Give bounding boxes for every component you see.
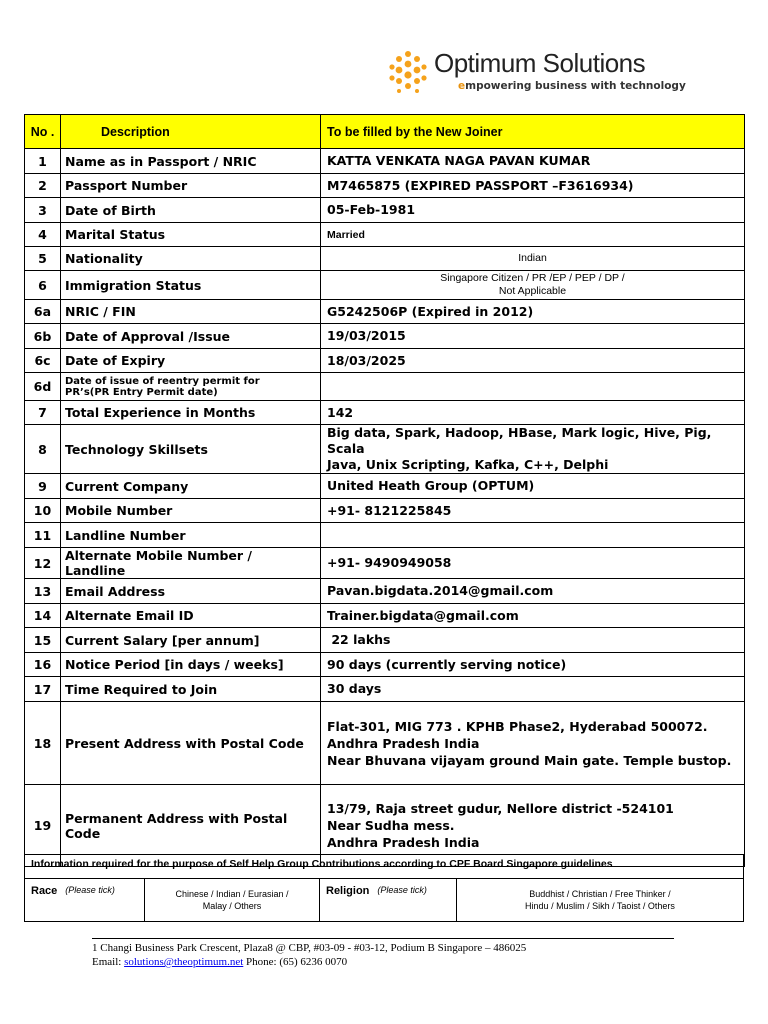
cpf-section [24, 854, 744, 922]
skillsets-value: Big data, Spark, Hadoop, HBase, Mark logic, Hive, Pig, Scala Java, Unix Scripting, Kafka, C++, Delphi [321, 425, 745, 474]
name-value: KATTA VENKATA NAGA PAVAN KUMAR [321, 149, 745, 174]
alt-email-value: Trainer.bigdata@gmail.com [321, 604, 745, 628]
religion-options[interactable]: Buddhist / Christian / Free Thinker / Hindu / Muslim / Sikh / Taoist / Others [525, 889, 675, 911]
header-no: No . [25, 115, 61, 149]
footer-divider [92, 938, 674, 939]
email-value: Pavan.bigdata.2014@gmail.com [321, 579, 745, 604]
approval-date-value: 19/03/2015 [321, 324, 745, 349]
footer [92, 941, 526, 969]
table-row: 6d Date of issue of reentry permit for PR’s(PR Entry Permit date) [25, 373, 745, 401]
cpf-title: Information required for the purpose of Self Help Group Contributions according to CPF Board Singapore guidelines [25, 855, 743, 879]
cpf-row [25, 879, 743, 921]
table-row: 8 Technology Skillsets Big data, Spark, Hadoop, HBase, Mark logic, Hive, Pig, Scala Java, Unix Scripting, Kafka, C++, Delphi [25, 425, 745, 474]
table-row: 15 Current Salary [per annum] 22 lakhs [25, 628, 745, 653]
race-options[interactable]: Chinese / Indian / Eurasian / Malay / Others [145, 879, 320, 921]
table-row: 14 Alternate Email ID Trainer.bigdata@gmail.com [25, 604, 745, 628]
dob-value: 05-Feb-1981 [321, 198, 745, 223]
table-row: 19 Permanent Address with Postal Code 13/79, Raja street gudur, Nellore district -524101 Near Sudha mess. Andhra Pradesh India [25, 785, 745, 867]
marital-value: Married [321, 223, 745, 247]
experience-value: 142 [321, 401, 745, 425]
table-row: 4 Marital Status Married [25, 223, 745, 247]
company-tagline: empowering business with technology [458, 80, 686, 92]
join-time-value: 30 days [321, 677, 745, 702]
footer-address: 1 Changi Business Park Crescent, Plaza8 @ CBP, #03-09 - #03-12, Podium B Singapore – 486025 [92, 942, 527, 954]
footer-email-link[interactable]: solutions@theoptimum.net [124, 956, 244, 968]
religion-label: Religion (Please tick) [320, 879, 457, 921]
table-row: 7 Total Experience in Months 142 [25, 401, 745, 425]
table-row: 3 Date of Birth 05-Feb-1981 [25, 198, 745, 223]
table-row: 1 Name as in Passport / NRIC KATTA VENKATA NAGA PAVAN KUMAR [25, 149, 745, 174]
table-row: 16 Notice Period [in days / weeks] 90 days (currently serving notice) [25, 653, 745, 677]
alt-mobile-value: +91- 9490949058 [321, 548, 745, 579]
table-row: 13 Email Address Pavan.bigdata.2014@gmail.com [25, 579, 745, 604]
salary-value: 22 lakhs [321, 628, 745, 653]
table-row: 18 Present Address with Postal Code Flat-301, MIG 773 . KPHB Phase2, Hyderabad 500072. Andhra Pradesh India Near Bhuvana vijayam ground Main gate. Temple bustop. [25, 702, 745, 785]
table-row: 6a NRIC / FIN G5242506P (Expired in 2012) [25, 300, 745, 324]
immigration-value: Singapore Citizen / PR /EP / PEP / DP / Not Applicable [321, 271, 745, 300]
table-row: 5 Nationality Indian [25, 247, 745, 271]
expiry-date-value: 18/03/2025 [321, 349, 745, 373]
notice-period-value: 90 days (currently serving notice) [321, 653, 745, 677]
race-label: Race (Please tick) [25, 879, 145, 921]
table-row: 10 Mobile Number +91- 8121225845 [25, 499, 745, 523]
new-joiner-form-table [24, 114, 745, 867]
mobile-value: +91- 8121225845 [321, 499, 745, 523]
permanent-address-value: 13/79, Raja street gudur, Nellore district -524101 Near Sudha mess. Andhra Pradesh India [321, 785, 745, 867]
footer-contact: Email: solutions@theoptimum.net Phone: (65) 6236 0070 [92, 956, 348, 968]
nric-value: G5242506P (Expired in 2012) [321, 300, 745, 324]
header-value: To be filled by the New Joiner [321, 115, 745, 149]
table-row: 6c Date of Expiry 18/03/2025 [25, 349, 745, 373]
table-header-row [25, 115, 745, 149]
table-row: 17 Time Required to Join 30 days [25, 677, 745, 702]
table-row: 6b Date of Approval /Issue 19/03/2015 [25, 324, 745, 349]
table-row: 11 Landline Number [25, 523, 745, 548]
hexagon-dots-icon [386, 50, 430, 94]
header-description: Description [61, 115, 321, 149]
table-row: 2 Passport Number M7465875 (EXPIRED PASSPORT –F3616934) [25, 174, 745, 198]
reentry-permit-value [321, 373, 745, 401]
landline-value [321, 523, 745, 548]
present-address-value: Flat-301, MIG 773 . KPHB Phase2, Hyderabad 500072. Andhra Pradesh India Near Bhuvana vijayam ground Main gate. Temple bustop. [321, 702, 745, 785]
table-row: 9 Current Company United Heath Group (OPTUM) [25, 474, 745, 499]
company-logo [386, 48, 686, 94]
passport-value: M7465875 (EXPIRED PASSPORT –F3616934) [321, 174, 745, 198]
table-row: 12 Alternate Mobile Number / Landline +91- 9490949058 [25, 548, 745, 579]
table-row: 6 Immigration Status Singapore Citizen / PR /EP / PEP / DP / Not Applicable [25, 271, 745, 300]
current-company-value: United Heath Group (OPTUM) [321, 474, 745, 499]
nationality-value: Indian [321, 247, 745, 271]
company-name: Optimum Solutions [434, 48, 646, 78]
